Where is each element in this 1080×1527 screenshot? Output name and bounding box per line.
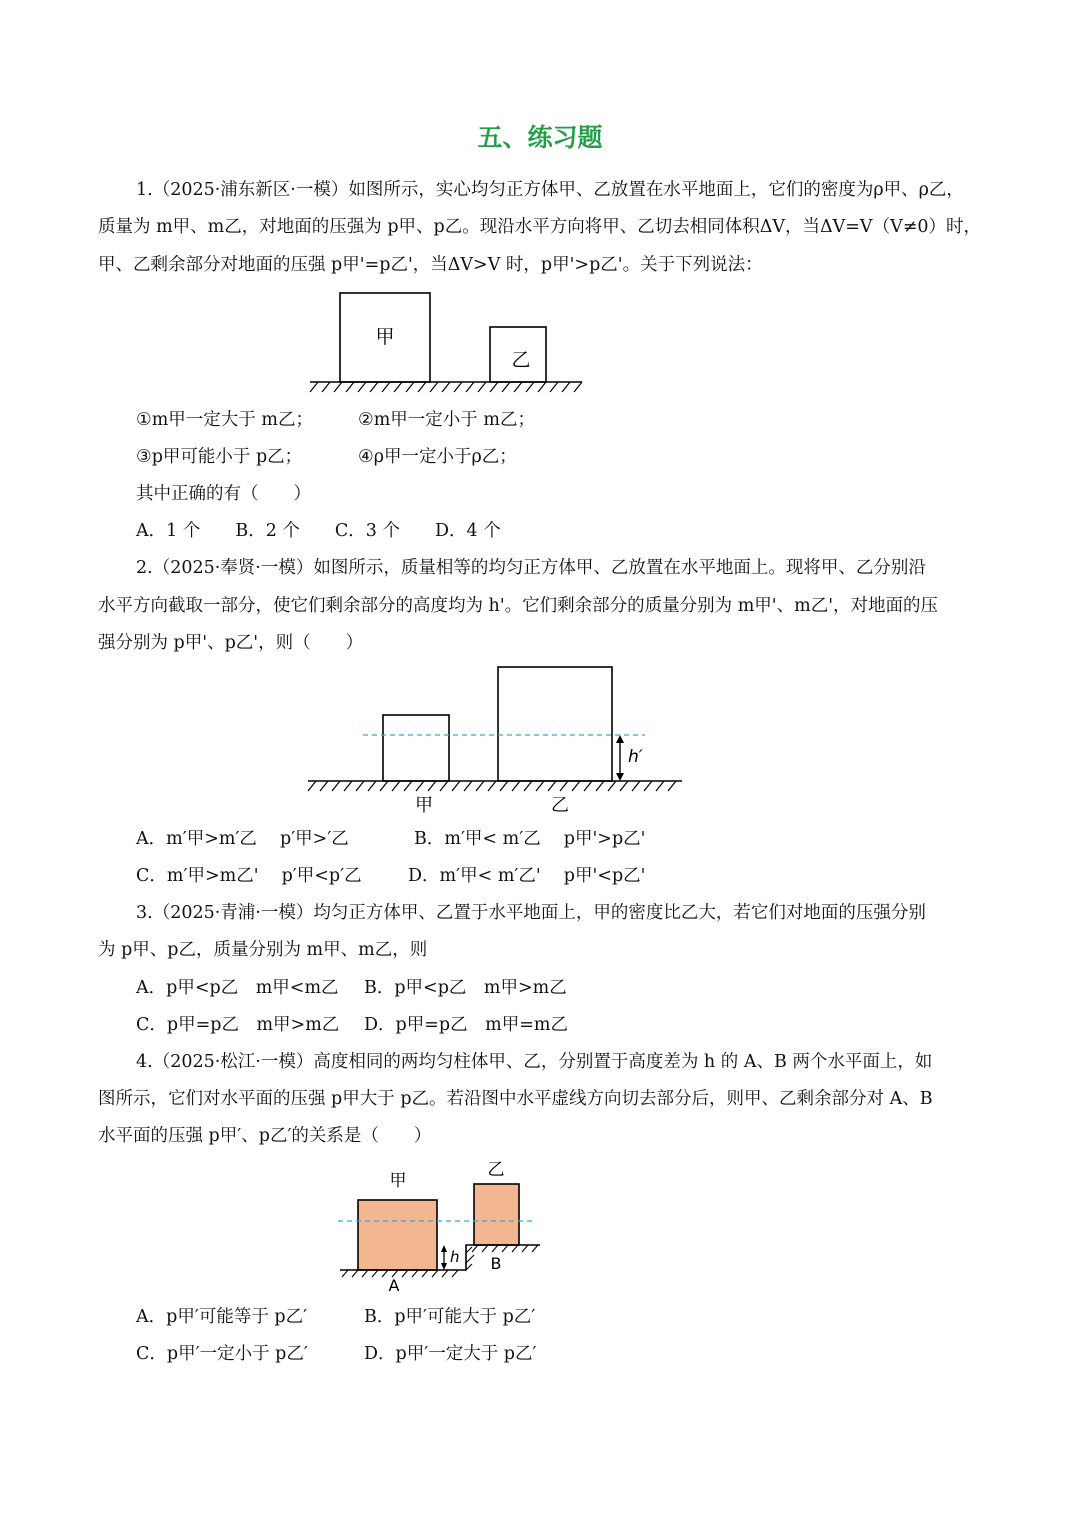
- q1-statement-1: ①m甲一定大于 m乙；: [136, 410, 313, 430]
- q1-figure: [300, 285, 600, 400]
- q1-statement-3: ③p甲可能小于 p乙；: [136, 447, 303, 467]
- q4-line-1: 4.（2025·松江·一模）高度相同的两均匀柱体甲、乙，分别置于高度差为 h 的 A、B 两个水平面上，如: [136, 1052, 933, 1072]
- q4-block-jia: [358, 1200, 437, 1270]
- q2-option-b: B．m′甲< m′乙 p甲'>p乙': [414, 829, 646, 849]
- q3-line-1: 3.（2025·青浦·一模）均匀正方体甲、乙置于水平地面上，甲的密度比乙大，若它们对地面的压强分别: [136, 903, 926, 923]
- q4-option-c: C．p甲′一定小于 p乙′: [136, 1344, 308, 1364]
- q4-label-jia: 甲: [389, 1171, 407, 1191]
- q1-statement-4: ④ρ甲一定小于ρ乙；: [358, 447, 517, 467]
- q4-label-yi: 乙: [487, 1160, 505, 1180]
- q1-line-2: 质量为 m甲、m乙，对地面的压强为 p甲、p乙。现沿水平方向将甲、乙切去相同体积ΔV，当ΔV=V（V≠0）时，: [98, 217, 982, 237]
- q1-ground-hatch: [310, 382, 582, 392]
- q4-h-arrow-top: [441, 1245, 447, 1252]
- q3-option-c: C．p甲=p乙 m甲>m乙: [136, 1015, 340, 1035]
- q1-line-3: 甲、乙剩余部分对地面的压强 p甲'=p乙'，当ΔV>V 时，p甲'>p乙'。关于下列说法：: [98, 255, 763, 275]
- q4-option-d: D．p甲′一定大于 p乙′: [364, 1344, 537, 1364]
- q2-option-a: A．m′甲>m′乙 p′甲>′乙: [136, 829, 349, 849]
- q4-label-a: A: [388, 1276, 400, 1295]
- q1-line-1: 1.（2025·浦东新区·一模）如图所示，实心均匀正方体甲、乙放置在水平地面上，它们的密度为ρ甲、ρ乙，: [136, 180, 964, 200]
- q2-cube-jia: [383, 715, 449, 781]
- q1-statement-2: ②m甲一定小于 m乙；: [358, 410, 535, 430]
- q2-label-h: h′: [628, 747, 643, 767]
- q1-label-yi: 乙: [511, 349, 531, 371]
- q2-h-arrow-bottom: [616, 773, 624, 781]
- q2-h-arrow-top: [616, 735, 624, 743]
- q4-block-yi: [474, 1184, 519, 1245]
- q4-option-a: A．p甲′可能等于 p乙′: [136, 1307, 308, 1327]
- q4-line-2: 图所示，它们对水平面的压强 p甲大于 p乙。若沿图中水平虚线方向切去部分后，则甲、乙剩余部分对 A、B: [98, 1089, 933, 1109]
- q4-label-h: h: [450, 1248, 460, 1266]
- q2-cube-yi: [498, 667, 612, 781]
- q2-line-3: 强分别为 p甲'、p乙'，则（ ）: [98, 633, 364, 653]
- q1-options: A．1 个 B．2 个 C．3 个 D．4 个: [136, 521, 501, 541]
- q2-line-2: 水平方向截取一部分，使它们剩余部分的高度均为 h'。它们剩余部分的质量分别为 m甲'、m乙'，对地面的压: [98, 596, 939, 616]
- q2-option-c: C．m′甲>m乙' p′甲<p′乙: [136, 866, 362, 886]
- q2-label-jia: 甲: [415, 795, 433, 816]
- q2-figure: [300, 660, 700, 820]
- q2-line-1: 2.（2025·奉贤·一模）如图所示，质量相等的均匀正方体甲、乙放置在水平地面上。现将甲、乙分别沿: [136, 558, 926, 578]
- q1-question: 其中正确的有（ ）: [136, 484, 311, 504]
- q4-label-b: B: [490, 1254, 502, 1273]
- q4-line-3: 水平面的压强 p甲′、p乙′的关系是（ ）: [98, 1126, 432, 1146]
- q2-option-d: D．m′甲< m′乙' p甲'<p乙': [408, 866, 646, 886]
- q4-figure: [330, 1155, 560, 1300]
- q3-option-d: D．p甲=p乙 m甲=m乙: [364, 1015, 568, 1035]
- q2-label-yi: 乙: [551, 795, 569, 816]
- section-title: 五、练习题: [477, 123, 603, 152]
- q4-h-arrow-bottom: [441, 1263, 447, 1270]
- q3-line-2: 为 p甲、p乙，质量分别为 m甲、m乙，则: [98, 940, 428, 960]
- q4-option-b: B．p甲′可能大于 p乙′: [364, 1307, 536, 1327]
- q3-option-b: B．p甲<p乙 m甲>m乙: [364, 978, 567, 998]
- q1-label-jia: 甲: [375, 326, 395, 348]
- q2-ground-hatch: [308, 781, 676, 791]
- q3-option-a: A．p甲<p乙 m甲<m乙: [136, 978, 339, 998]
